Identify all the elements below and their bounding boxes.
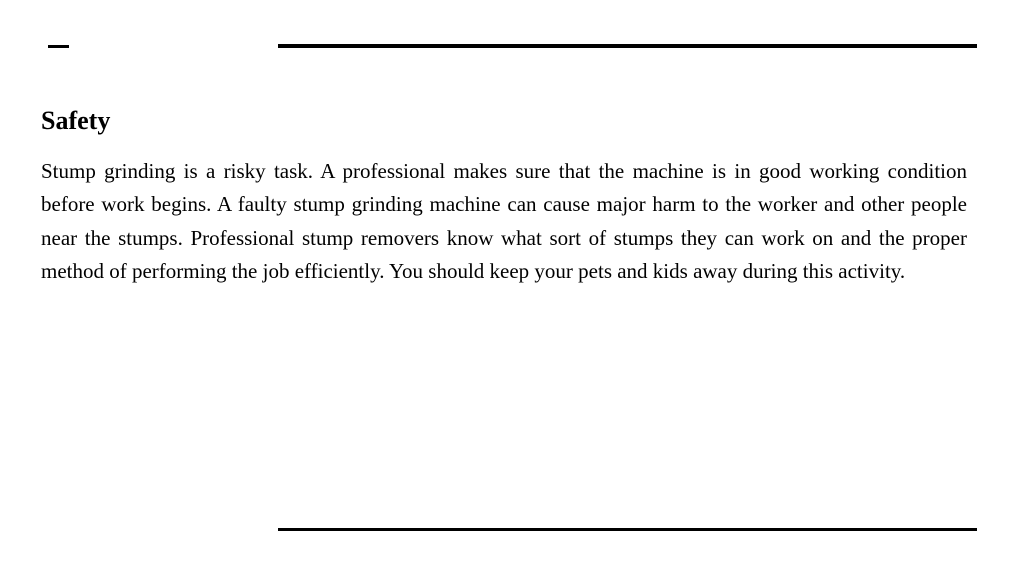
bottom-rule [278, 528, 977, 531]
top-rule [278, 44, 977, 48]
body-paragraph: Stump grinding is a risky task. A professional makes sure that the machine is in good working condition before work begins. A faulty stump grinding machine can cause major harm to the worker and other people near the stumps. Professional stump removers know what sort of stumps they can work on and the proper method of performing the job efficiently. You should keep your pets and kids away during this activity. [41, 159, 967, 284]
dash-mark [48, 45, 69, 48]
section-heading: Safety [41, 106, 111, 135]
